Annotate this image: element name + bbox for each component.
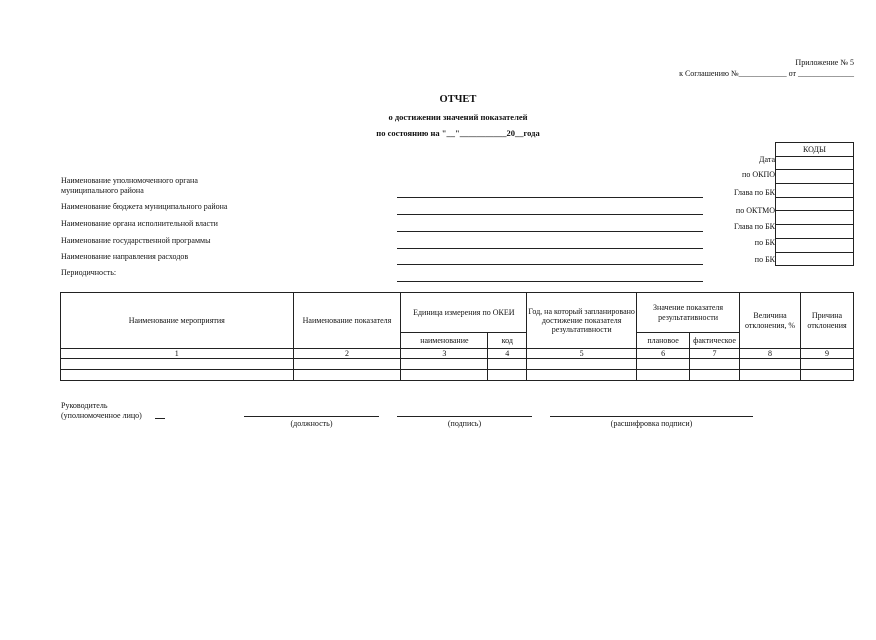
code-label-bk-3: по БК <box>754 238 775 247</box>
table-cell[interactable] <box>401 370 488 381</box>
table-cell[interactable] <box>61 370 294 381</box>
codes-table <box>775 142 854 266</box>
col-number: 1 <box>61 349 294 359</box>
code-cell-bk-2[interactable] <box>776 211 854 225</box>
signature-head-sub: (уполномоченное лицо) <box>61 411 142 420</box>
header-unit: Единица измерения по ОКЕИ <box>401 293 527 333</box>
code-label-date: Дата <box>759 155 775 164</box>
table-cell[interactable] <box>293 359 401 370</box>
code-label-okpo: по ОКПО <box>742 170 775 179</box>
report-subtitle: о достижении значений показателей <box>388 112 528 122</box>
col-number: 2 <box>293 349 401 359</box>
decode-caption: (расшифровка подписи) <box>610 419 693 428</box>
header-reason: Причина отклонения <box>800 293 853 349</box>
signature-dash <box>155 418 165 419</box>
sign-line[interactable] <box>397 416 532 417</box>
field-line-direction[interactable] <box>397 264 703 265</box>
col-number: 4 <box>488 349 527 359</box>
signature-head-label: Руководитель <box>61 401 108 410</box>
table-cell[interactable] <box>527 359 637 370</box>
header-indicator: Наименование показателя <box>293 293 401 349</box>
field-line-periodicity[interactable] <box>397 281 703 282</box>
field-line-program[interactable] <box>397 248 703 249</box>
code-label-bk-4: по БК <box>754 255 775 264</box>
table-row <box>61 359 854 370</box>
code-cell-oktmo[interactable] <box>776 197 854 211</box>
header-value: Значение показателя результативности <box>637 293 740 333</box>
field-label-authority: Наименование уполномоченного органа муниципального района <box>61 176 198 195</box>
table-cell[interactable] <box>800 359 853 370</box>
col-number: 5 <box>527 349 637 359</box>
code-cell-extra[interactable] <box>776 252 854 266</box>
indicators-table <box>60 292 854 381</box>
table-cell[interactable] <box>293 370 401 381</box>
table-cell[interactable] <box>401 359 488 370</box>
field-line-budget[interactable] <box>397 214 703 215</box>
report-date-line: по состоянию на "__"___________20__года <box>376 128 540 138</box>
agreement-label: к Соглашению №____________ от ______________ <box>679 69 854 78</box>
appendix-label: Приложение № 5 <box>795 58 854 67</box>
field-label-program: Наименование государственной программы <box>61 236 211 245</box>
table-cell[interactable] <box>527 370 637 381</box>
table-cell[interactable] <box>488 359 527 370</box>
code-cell-bk-3[interactable] <box>776 225 854 239</box>
field-label-periodicity: Периодичность: <box>61 268 117 277</box>
code-label-bk-2: Глава по БК <box>734 222 775 231</box>
table-cell[interactable] <box>61 359 294 370</box>
code-label-oktmo: по ОКТМО <box>735 206 775 215</box>
field-label-executive: Наименование органа исполнительной власти <box>61 219 218 228</box>
position-caption: (должность) <box>290 419 333 428</box>
header-event: Наименование мероприятия <box>61 293 294 349</box>
header-deviation: Величина отклонения, % <box>740 293 801 349</box>
codes-header: КОДЫ <box>776 143 854 157</box>
code-label-bk-1: Глава по БК <box>734 188 775 197</box>
header-planned: плановое <box>637 333 690 349</box>
sign-caption: (подпись) <box>447 419 482 428</box>
table-cell[interactable] <box>690 359 740 370</box>
code-cell-date[interactable] <box>776 156 854 170</box>
code-cell-bk-1[interactable] <box>776 184 854 198</box>
table-cell[interactable] <box>740 359 801 370</box>
table-cell[interactable] <box>690 370 740 381</box>
code-cell-bk-4[interactable] <box>776 238 854 252</box>
field-line-executive[interactable] <box>397 231 703 232</box>
col-number: 7 <box>690 349 740 359</box>
field-line-authority[interactable] <box>397 197 703 198</box>
header-unit-code: код <box>488 333 527 349</box>
header-year: Год, на который запланировано достижение показателя результативности <box>527 293 637 349</box>
col-number: 8 <box>740 349 801 359</box>
code-cell-okpo[interactable] <box>776 170 854 184</box>
field-label-budget: Наименование бюджета муниципального района <box>61 202 228 211</box>
position-line[interactable] <box>244 416 379 417</box>
col-number: 3 <box>401 349 488 359</box>
table-cell[interactable] <box>637 370 690 381</box>
col-number: 9 <box>800 349 853 359</box>
header-actual: фактическое <box>690 333 740 349</box>
field-label-direction: Наименование направления расходов <box>61 252 189 261</box>
header-unit-name: наименование <box>401 333 488 349</box>
table-cell[interactable] <box>740 370 801 381</box>
table-cell[interactable] <box>637 359 690 370</box>
col-number: 6 <box>637 349 690 359</box>
table-cell[interactable] <box>800 370 853 381</box>
table-row <box>61 370 854 381</box>
decode-line[interactable] <box>550 416 753 417</box>
table-cell[interactable] <box>488 370 527 381</box>
report-title: ОТЧЕТ <box>439 94 477 105</box>
